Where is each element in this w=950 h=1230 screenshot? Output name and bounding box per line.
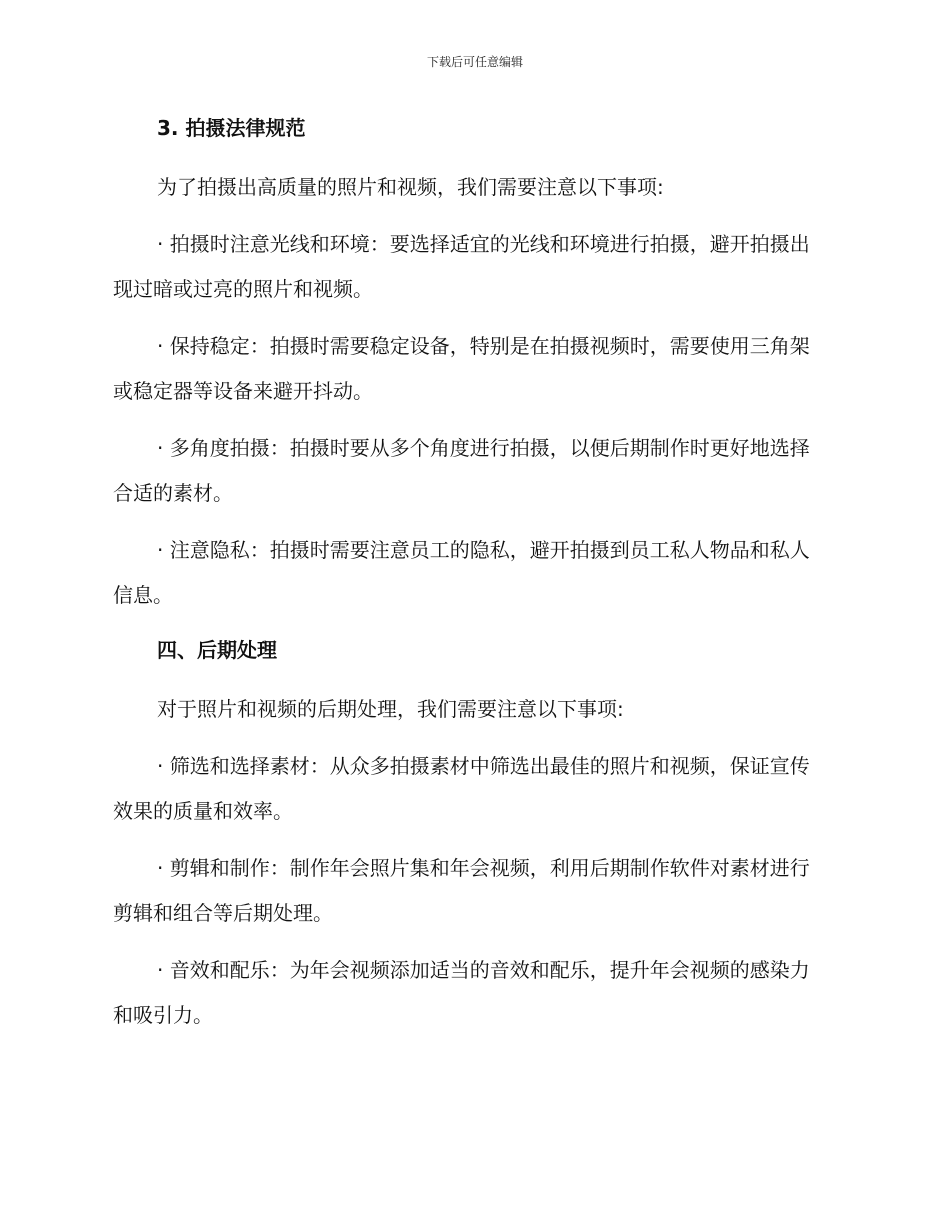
- section-heading-post-processing: 四、后期处理: [157, 638, 277, 662]
- list-item: · 保持稳定：拍摄时需要稳定设备，特别是在拍摄视频时，需要使用三角架或稳定器等设备来避开抖动。: [113, 334, 810, 403]
- list-item: · 音效和配乐：为年会视频添加适当的音效和配乐，提升年会视频的感染力和吸引力。: [113, 958, 810, 1027]
- page-header: 下载后可任意编辑: [426, 55, 523, 69]
- document-body: [113, 108, 823, 1050]
- list-item: · 多角度拍摄：拍摄时要从多个角度进行拍摄，以便后期制作时更好地选择合适的素材。: [113, 436, 810, 505]
- section-heading-shooting-rules: 3. 拍摄法律规范: [157, 116, 306, 140]
- list-item: · 剪辑和制作：制作年会照片集和年会视频，利用后期制作软件对素材进行剪辑和组合等后期处理。: [113, 856, 810, 925]
- list-item: · 拍摄时注意光线和环境：要选择适宜的光线和环境进行拍摄，避开拍摄出现过暗或过亮的照片和视频。: [113, 232, 810, 301]
- list-item: · 注意隐私：拍摄时需要注意员工的隐私，避开拍摄到员工私人物品和私人信息。: [113, 538, 810, 607]
- section-intro-shooting: 为了拍摄出高质量的照片和视频，我们需要注意以下事项:: [157, 175, 664, 199]
- section-intro-post-processing: 对于照片和视频的后期处理，我们需要注意以下事项:: [157, 697, 624, 721]
- list-item: · 筛选和选择素材：从众多拍摄素材中筛选出最佳的照片和视频，保证宣传效果的质量和效率。: [113, 754, 810, 823]
